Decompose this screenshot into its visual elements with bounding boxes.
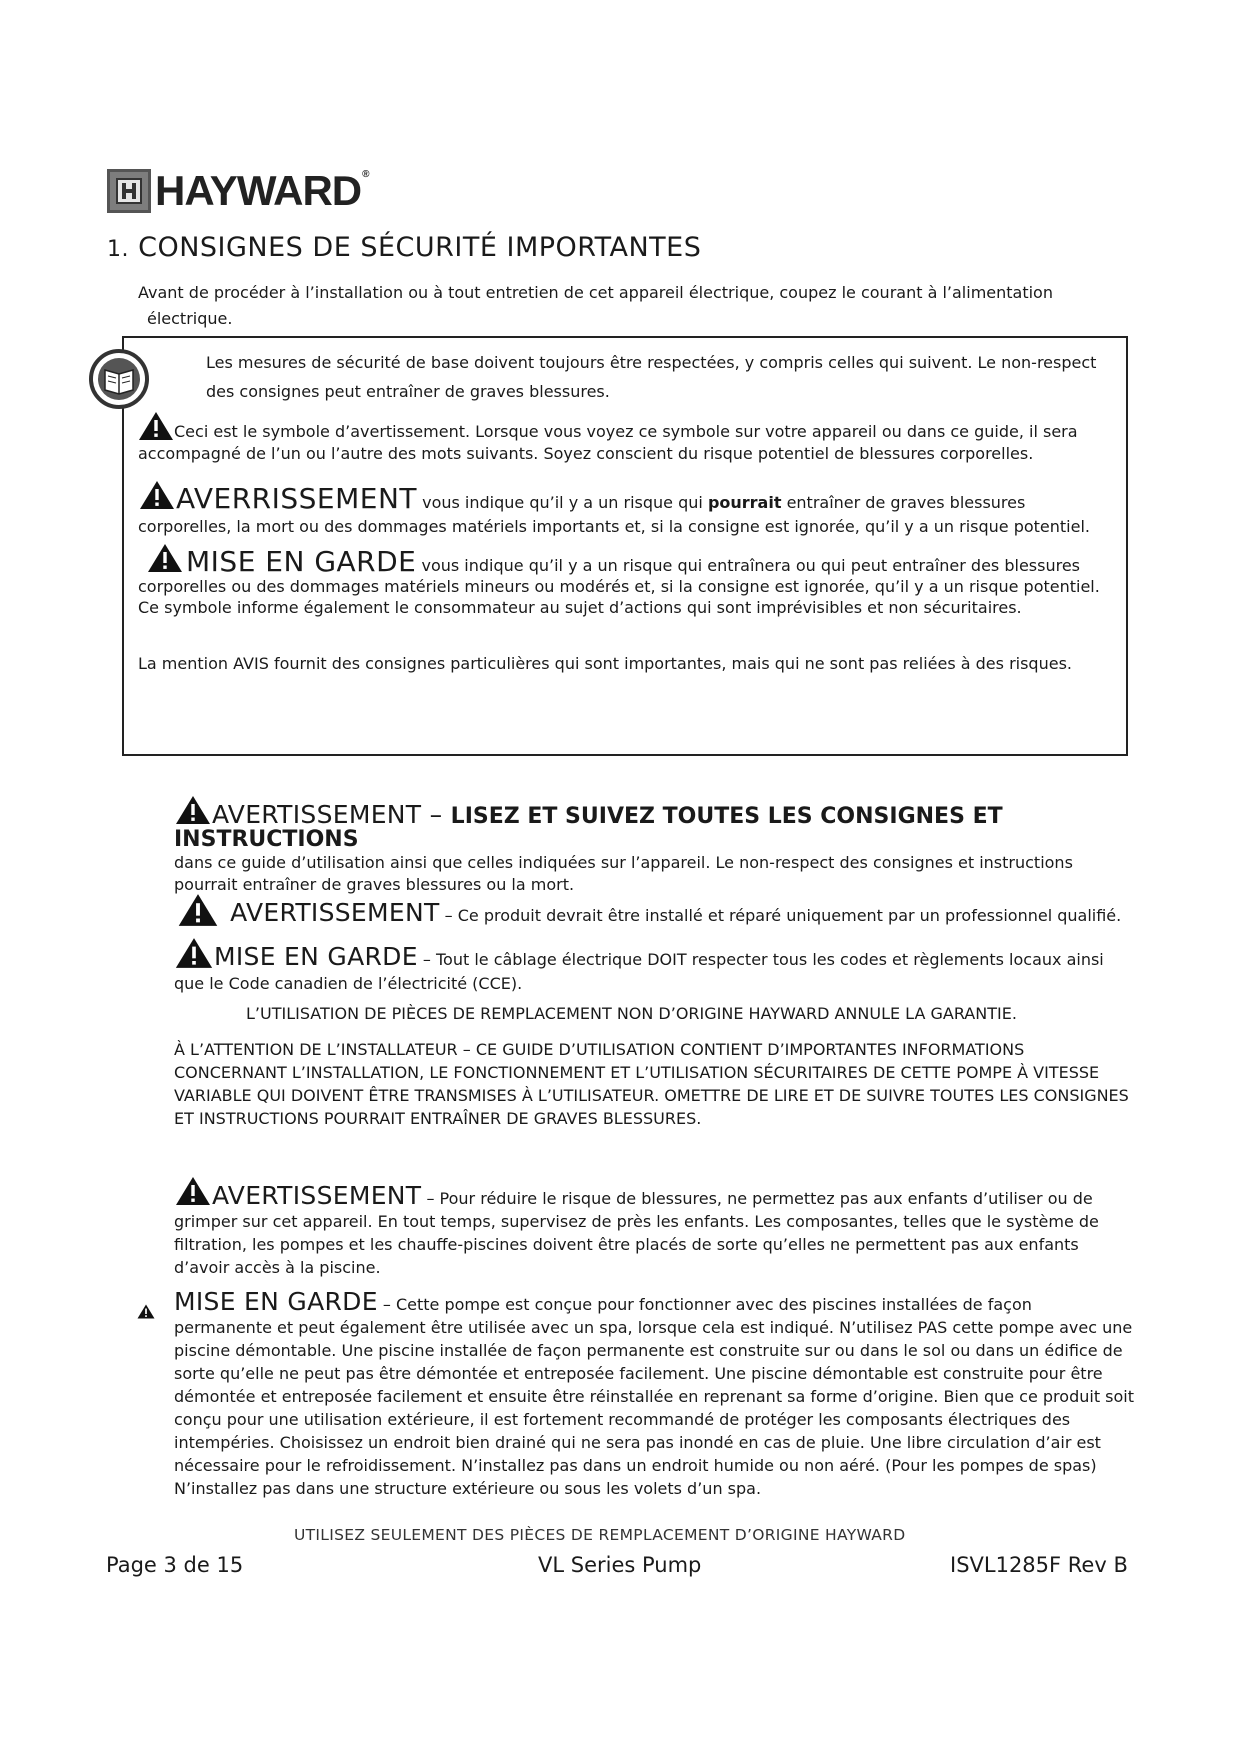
section-number: 1.: [107, 237, 129, 262]
caution-definition: MISE EN GARDE vous indique qu’il y a un risque qui entraînera ou qui peut entraîner des blessures corporelles ou des dommages matériels mineurs ou modérés et, si la consigne est ignorée, qu’il y a un risque potentiel. Ce symbole informe également le consommateur au sujet d’actions qui sont imprévisibles et non sécuritaires.: [138, 545, 1100, 617]
section-title: CONSIGNES DE SÉCURITÉ IMPORTANTES: [138, 232, 702, 263]
section-heading: [107, 232, 701, 263]
warranty-notice: L’UTILISATION DE PIÈCES DE REMPLACEMENT NON D’ORIGINE HAYWARD ANNULE LA GARANTIE.: [246, 1004, 1017, 1023]
warning-definition: AVERRISSEMENT vous indique qu’il y a un risque qui pourrait entraîner de graves blessures corporelles, la mort ou des dommages matériels importants et, si la consigne est ignorée, qu’il y a un risque potentiel.: [138, 482, 1090, 536]
brand-name: HAYWARD®: [155, 167, 369, 214]
caution-signal-word: MISE EN GARDE: [186, 545, 417, 578]
warning-triangle-icon: [138, 543, 186, 573]
notice-definition: La mention AVIS fournit des consignes particulières qui sont importantes, mais qui ne sont pas reliées à des risques.: [138, 654, 1072, 673]
intro-paragraph: Avant de procéder à l’installation ou à tout entretien de cet appareil électrique, coupez le courant à l’alimentation électrique.: [138, 283, 1053, 328]
basic-measures-text: Les mesures de sécurité de base doivent toujours être respectées, y compris celles qui suivent. Le non-respect des consignes peut entraîner de graves blessures.: [206, 353, 1097, 401]
warning-triangle-icon: [174, 795, 212, 825]
document-code: ISVL1285F Rev B: [950, 1553, 1128, 1577]
symbol-paragraph: Ceci est le symbole d’avertissement. Lorsque vous voyez ce symbole sur votre appareil ou dans ce guide, il sera accompagné de l’un ou l’autre des mots suivants. Soyez conscient du risque potentiel de blessures corporelles.: [138, 411, 1118, 465]
genuine-parts-note: UTILISEZ SEULEMENT DES PIÈCES DE REMPLACEMENT D’ORIGINE HAYWARD: [294, 1526, 906, 1544]
caution-wiring: MISE EN GARDE – Tout le câblage électrique DOIT respecter tous les codes et règlements locaux ainsi que le Code canadien de l’électricité (CCE).: [174, 937, 1134, 996]
page-number: Page 3 de 15: [106, 1553, 244, 1577]
warning-triangle-icon: [138, 480, 176, 510]
hayward-h-icon: [107, 169, 151, 213]
caution-permanent-pool: MISE EN GARDE – Cette pompe est conçue pour fonctionner avec des piscines installées de façon permanente et peut également être utilisée avec un spa, lorsque cela est indiqué. N’utilisez PAS cette pompe avec une piscine démontable. Une piscine installée de façon permanente est construite sur ou dans le sol ou dans un édifice de sorte qu’elle ne peut pas être démontée et entreposée facilement. Une piscine démontable est construite pour être démontée et entreposée facilement et ensuite être réinstallée en reprenant sa forme d’origine. Bien que ce produit soit conçu pour une utilisation extérieure, il est fortement recommandé de protéger les composants électriques des intempéries. Choisissez un endroit bien drainé qui ne sera pas inondé en cas de pluie. Une libre circulation d’air est nécessaire pour le refroidissement. N’installez pas dans un endroit humide ou non aéré. (Pour les pompes de spas) N’installez pas dans une structure extérieure ou sous les volets d’un spa.: [174, 1287, 1135, 1498]
warning-triangle-icon: [174, 937, 214, 969]
hayward-logo: [107, 166, 392, 216]
warning-qualified-professional: AVERTISSEMENT – Ce produit devrait être installé et réparé uniquement par un professionnel qualifié.: [176, 893, 1136, 927]
warning-read-instructions: AVERTISSEMENT – LISEZ ET SUIVEZ TOUTES LES CONSIGNES ET INSTRUCTIONS dans ce guide d’utilisation ainsi que celles indiquées sur l’appareil. Le non-respect des consignes et instructions pourrait entraîner de graves blessures ou la mort.: [174, 795, 1134, 896]
warning-signal-word: AVERRISSEMENT: [176, 482, 418, 515]
warning-children: AVERTISSEMENT – Pour réduire le risque de blessures, ne permettez pas aux enfants d’utiliser ou de grimper sur cet appareil. En tout temps, supervisez de près les enfants. Les composantes, telles que le système de filtration, les pompes et les chauffe-piscines doivent être placés de sorte qu’elles ne permettent pas aux enfants d’avoir accès à la piscine.: [174, 1176, 1134, 1279]
read-manual-icon: [88, 348, 150, 410]
warning-triangle-icon: [174, 1176, 212, 1206]
product-name: VL Series Pump: [538, 1553, 702, 1577]
installer-notice: À L’ATTENTION DE L’INSTALLATEUR – CE GUIDE D’UTILISATION CONTIENT D’IMPORTANTES INFORMATIONS CONCERNANT L’INSTALLATION, LE FONCTIONNEMENT ET L’UTILISATION SÉCURITAIRES DE CETTE POMPE À VITESSE VARIABLE QUI DOIVENT ÊTRE TRANSMISES À L’UTILISATEUR. OMETTRE DE LIRE ET DE SUIVRE TOUTES LES CONSIGNES ET INSTRUCTIONS POURRAIT ENTRAÎNER DE GRAVES BLESSURES.: [174, 1040, 1129, 1128]
warning-triangle-icon: [137, 1304, 155, 1319]
warning-triangle-icon: [176, 893, 220, 927]
warning-triangle-icon: [138, 411, 174, 441]
